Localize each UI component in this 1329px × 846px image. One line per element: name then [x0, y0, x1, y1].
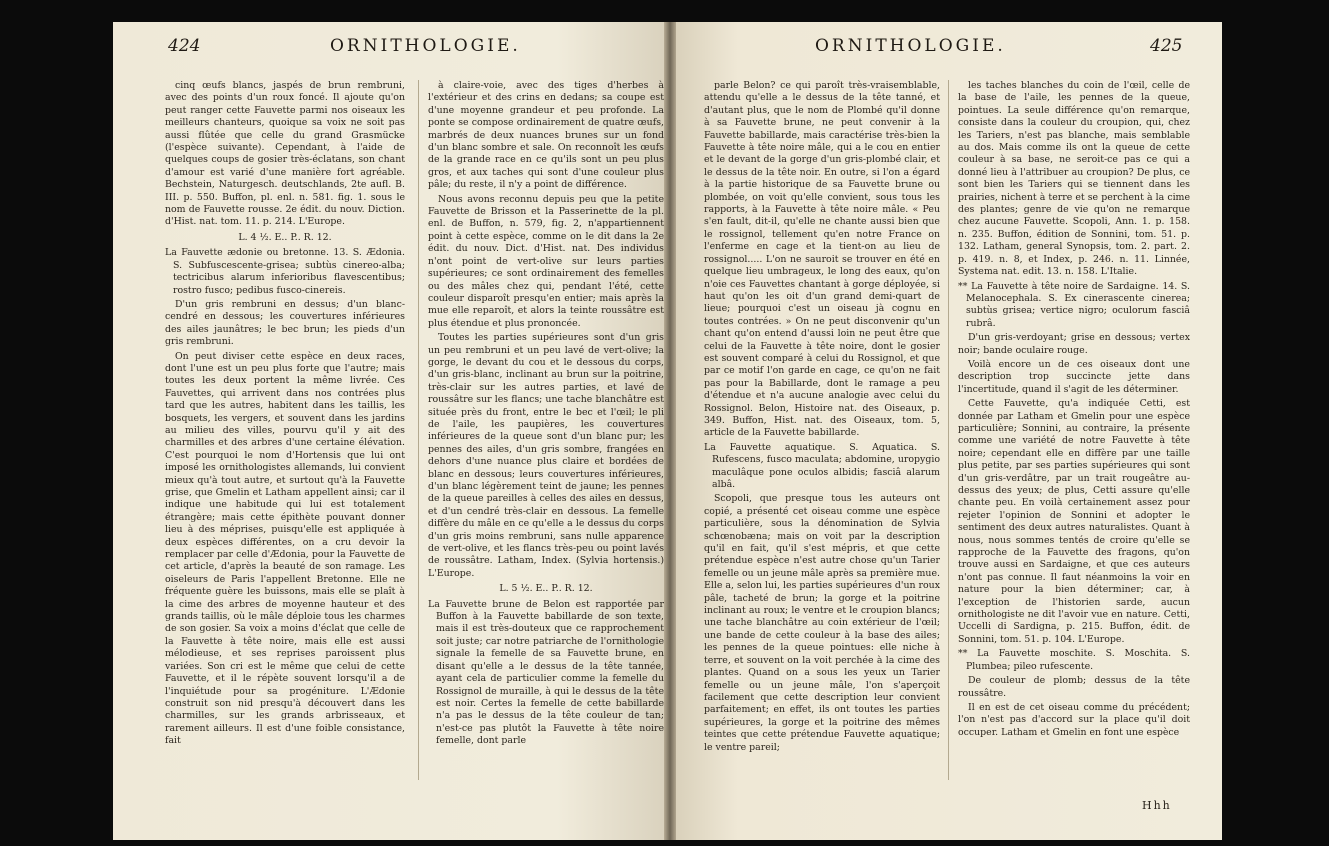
right-running-head: ORNITHOLOGIE. [815, 36, 1006, 56]
paragraph: Toutes les parties supérieures sont d'un gris un peu rembruni et un peu lavé de vert-olive; la gorge, le devant du cou et le dessous du corps, d'un gris-blanc, inclinant au brun sur la poitrine, très-clair sur les autres parties, et lavé de roussâtre sur les flancs; une tache blanchâtre est située près du front, entre le bec et l'œil; le pli de l'aile, les paupières, les couvertures inférieures de la queue sont d'un blanc pur; les pennes des ailes, d'un gris sombre, frangées en dehors d'une nuance plus claire et bordées de blanc en dessous; leurs couvertures inférieures, d'un blanc légèrement teint de jaune; les pennes de la queue pareilles à celles des ailes en dessus, et d'un cendré très-clair en dessous. La femelle diffère du mâle en ce qu'elle a le dessus du corps d'un gris moins rembruni, sans nulle apparence de vert-olive, et les flancs très-peu ou point lavés de roussâtre. Latham, Index. (Sylvia hortensis.) L'Europe. [428, 332, 664, 579]
measurement-line: L. 5 ½. E.. P.. R. 12. [499, 583, 593, 595]
column-rule-left [418, 80, 419, 780]
paragraph: D'un gris rembruni en dessus; d'un blanc-cendré en dessous; les couvertures inférieures des ailes jaunâtres; le bec brun; les pieds d'un gris rembruni. [165, 298, 405, 348]
left-page-number: 424 [168, 36, 201, 56]
left-running-head: ORNITHOLOGIE. [330, 36, 521, 56]
paragraph: parle Belon? ce qui paroît très-vraisemblable, attendu qu'elle a le dessus de la tête tanné, et d'autant plus, que le nom de Plombé qu'il donne à sa Fauvette brune, ne peut convenir à la Fauvette babillarde, mais caractérise très-bien la Fauvette à tête noire mâle, qui a le cou en entier et le devant de la gorge d'un gris-plombé clair, et le dessus de la tête noir. En outre, si l'on a égard à la partie historique de sa Fauvette brune ou plombée, on voit qu'elle convient, sous tous les rapports, à la Fauvette à tête noire mâle. « Peu s'en fault, dit-il, qu'elle ne chante aussi bien que le rossignol, tellement qu'en notre France on l'enferme en cage et la tient-on au lieu de rossignol..... L'on ne sauroit se trouver en été en quelque lieu umbrageux, le long des eaux, qu'on n'oie ces Fauvettes chantant à gorge déployée, si haut qu'on les oit d'un grand demi-quart de lieue; pourquoi c'est un oiseau jà cognu en toutes contrées. » On ne peut disconvenir qu'un chant qu'on entend d'aussi loin ne peut être que celui de la Fauvette à tête noire, dont le gosier est souvent comparé à celui du Rossignol, et que par ce motif l'on garde en cage, ce qu'on ne fait pas pour la Babillarde, dont le ramage a peu d'étendue et n'a aucune analogie avec celui du Rossignol. Belon, Histoire nat. des Oiseaux, p. 349. Buffon, Hist. nat. des Oiseaux, tom. 5, article de la Fauvette babillarde. [704, 80, 940, 439]
paragraph: cinq œufs blancs, jaspés de brun rembruni, avec des points d'un roux foncé. Il ajoute qu'on peut ranger cette Fauvette parmi nos oiseaux les meilleurs chanteurs, quoique sa voix ne soit pas aussi flûtée que celle du grand Grasmücke (l'espèce suivante). Cependant, à l'aide de quelques coups de gosier très-éclatans, son chant d'amour est varié d'une manière fort agréable. Bechstein, Naturgesch. deutschlands, 2te aufl. B. III. p. 550. Buffon, pl. enl. n. 581. fig. 1. sous le nom de Fauvette rousse. 2e édit. du nouv. Diction. d'Hist. nat. tom. 11. p. 214. L'Europe. [165, 80, 405, 228]
species-heading: La Fauvette aquatique. S. Aquatica. S. Rufescens, fusco maculata; abdomine, uropygio maculâque pone oculos albidis; fasciâ alarum albâ. [704, 441, 940, 490]
left-column-1 [165, 80, 405, 820]
paragraph: Scopoli, que presque tous les auteurs ont copié, a présenté cet oiseau comme une espèce particulière, sous la dénomination de Sylvia schœnobæna; mais on voit par la description qu'il en fait, qu'il s'est mépris, et que cette prétendue espèce n'est autre chose qu'un Tarier femelle ou un jeune mâle après sa première mue. Elle a, selon lui, les parties supérieures d'un roux pâle, tacheté de brun; la gorge et la poitrine inclinant au roux; le ventre et le croupion blancs; une tache blanchâtre au coin extérieur de l'œil; une bande de cette couleur à la base des ailes; les pennes de la queue pointues: elle niche à terre, et souvent on la voit perchée à la cime des plantes. Quand on a sous les yeux un Tarier femelle ou un jeune mâle, l'on s'aperçoit facilement que cette description leur convient parfaitement; en effet, ils ont toutes les parties supérieures, la gorge et la poitrine des mêmes teintes que cette prétendue Fauvette aquatique; le ventre pareil; [704, 493, 940, 753]
paragraph: On peut diviser cette espèce en deux races, dont l'une est un peu plus forte que l'autre; mais toutes les deux portent la même livrée. Ces Fauvettes, qui arrivent dans nos contrées plus tard que les autres, habitent dans les taillis, les bosquets, les vergers, et souvent dans les jardins au milieu des villes, pourvu qu'il y ait des charmilles et des arbres d'une certaine élévation. C'est pourquoi le nom d'Hortensis que lui ont imposé les ornithologistes allemands, lui convient mieux qu'à tout autre, et surtout qu'à la Fauvette grise, que Gmelin et Latham appellent ainsi; car il indique une habitude qui lui est totalement étrangère; mais cette épithète pouvant donner lieu à des méprises, puisqu'elle est appliquée à deux espèces différentes, on a cru devoir la remplacer par celle d'Ædonia, pour la Fauvette de cet article, d'après la beauté de son ramage. Les oiseleurs de Paris l'appellent Bretonne. Elle ne fréquente guère les buissons, mais elle se plaît à la cime des arbres de moyenne hauteur et des grands taillis, où le mâle déploie tous les charmes de son gosier. Sa voix a moins d'éclat que celle de la Fauvette à tête noire, mais elle est aussi mélodieuse, et ses reprises paroissent plus variées. Son cri est le même que celui de cette Fauvette, et il le répète souvent lorsqu'il a de l'inquiétude pour sa progéniture. L'Ædonie construit son nid presqu'à découvert dans les charmilles, sur les grands arbrisseaux, et rarement ailleurs. Il est d'une foible consistance, fait [165, 350, 405, 747]
book-gutter [664, 22, 676, 840]
signature-mark: Hhh [1142, 799, 1172, 812]
paragraph: D'un gris-verdoyant; grise en dessous; vertex noir; bande oculaire rouge. [958, 332, 1190, 356]
left-column-2 [428, 80, 664, 820]
right-page-number: 425 [1150, 36, 1183, 56]
paragraph: à claire-voie, avec des tiges d'herbes à l'extérieur et des crins en dedans; sa coupe est d'une moyenne grandeur et peu profonde. La ponte se compose ordinairement de quatre œufs, marbrés de deux nuances brunes sur un fond d'un blanc sombre et sale. On reconnoît les œufs de la grande race en ce qu'ils sont un peu plus gros, et aux taches qui sont d'une couleur plus pâle; du reste, il n'y a point de différence. [428, 80, 664, 191]
species-heading: ** La Fauvette à tête noire de Sardaigne. 14. S. Melanocephala. S. Ex cinerascente cinerea; subtùs grisea; vertice nigro; oculorum fasciâ rubrâ. [958, 280, 1190, 329]
column-rule-right [948, 80, 949, 780]
paragraph: les taches blanches du coin de l'œil, celle de la base de l'aile, les pennes de la queue, pointues. La seule différence qu'on remarque, consiste dans la couleur du croupion, qui, chez les Tariers, n'est pas blanche, mais semblable au dos. Mais comme ils ont la queue de cette couleur à sa base, ne seroit-ce pas ce qui a donné lieu à l'attribuer au croupion? De plus, ce sont bien les Tariers qui se tiennent dans les prairies, nichent à terre et se perchent à la cime des plantes; genre de vie qu'on ne remarque chez aucune Fauvette. Scopoli, Ann. 1. p. 158. n. 235. Buffon, édition de Sonnini, tom. 51. p. 132. Latham, general Synopsis, tom. 2. part. 2. p. 419. n. 8, et Index, p. 246. n. 11. Linnée, Systema nat. edit. 13. n. 158. L'Italie. [958, 80, 1190, 278]
paragraph: Il en est de cet oiseau comme du précédent; l'on n'est pas d'accord sur la place qu'il doit occuper. Latham et Gmelin en font une espèce [958, 701, 1190, 738]
species-heading: La Fauvette brune de Belon est rapportée par Buffon à la Fauvette babillarde de son texte, mais il est très-douteux que ce rapprochement soit juste; car notre patriarche de l'ornithologie signale la femelle de sa Fauvette brune, en disant qu'elle a le dessus de la tête tannée, ayant cela de particulier comme la femelle du Rossignol de muraille, à qui le dessus de la tête est noir. Certes la femelle de cette babillarde n'a pas le dessus de la tête couleur de tan; n'est-ce pas plutôt la Fauvette à tête noire femelle, dont parle [428, 598, 664, 747]
species-heading: La Fauvette ædonie ou bretonne. 13. S. Ædonia. S. Subfuscescente-grisea; subtùs cinereo-alba; tectricibus alarum inferioribus flavescentibus; rostro fusco; pedibus fusco-cinereis. [165, 247, 405, 296]
paragraph: Cette Fauvette, qu'a indiquée Cetti, est donnée par Latham et Gmelin pour une espèce particulière; Sonnini, au contraire, la présente comme une variété de notre Fauvette à tête noire; cependant elle en diffère par une taille plus petite, par ses parties supérieures qui sont d'un gris-verdâtre, par un trait rougeâtre au-dessus des yeux; de plus, Cetti assure qu'elle chante peu. En voilà certainement assez pour rejeter l'opinion de Sonnini et adopter le sentiment des deux autres naturalistes. Quant à nous, nous sommes tentés de croire qu'elle se rapproche de la Fauvette des fragons, qu'on trouve aussi en Sardaigne, et que ces auteurs n'ont pas connue. Il faut néanmoins la voir en nature pour la bien déterminer; car, à l'exception de l'historien sarde, aucun ornithologiste ne dit l'avoir vue en nature. Cetti, Uccelli di Sardigna, p. 215. Buffon, édit. de Sonnini, tom. 51. p. 104. L'Europe. [958, 398, 1190, 645]
right-column-1 [704, 80, 940, 820]
right-column-2 [958, 80, 1190, 820]
paragraph: Voilà encore un de ces oiseaux dont une description trop succincte jette dans l'incertitude, quand il s'agit de les déterminer. [958, 358, 1190, 395]
measurement-line: L. 4 ½. E.. P.. R. 12. [238, 231, 332, 243]
species-heading: ** La Fauvette moschite. S. Moschita. S. Plumbea; pileo rufescente. [958, 648, 1190, 672]
paragraph: De couleur de plomb; dessus de la tête roussâtre. [958, 675, 1190, 699]
paragraph: Nous avons reconnu depuis peu que la petite Fauvette de Brisson et la Passerinette de la pl. enl. de Buffon, n. 579, fig. 2, n'appartiennent point à cette espèce, comme on le dit dans la 2e édit. du nouv. Dict. d'Hist. nat. Des individus n'ont point de vert-olive sur leurs parties supérieures; ce sont ordinairement des femelles ou des mâles chez qui, pendant l'été, cette couleur disparoît presqu'en entier; mais après la mue elle reparoît, et alors la teinte roussâtre est plus étendue et plus prononcée. [428, 193, 664, 329]
